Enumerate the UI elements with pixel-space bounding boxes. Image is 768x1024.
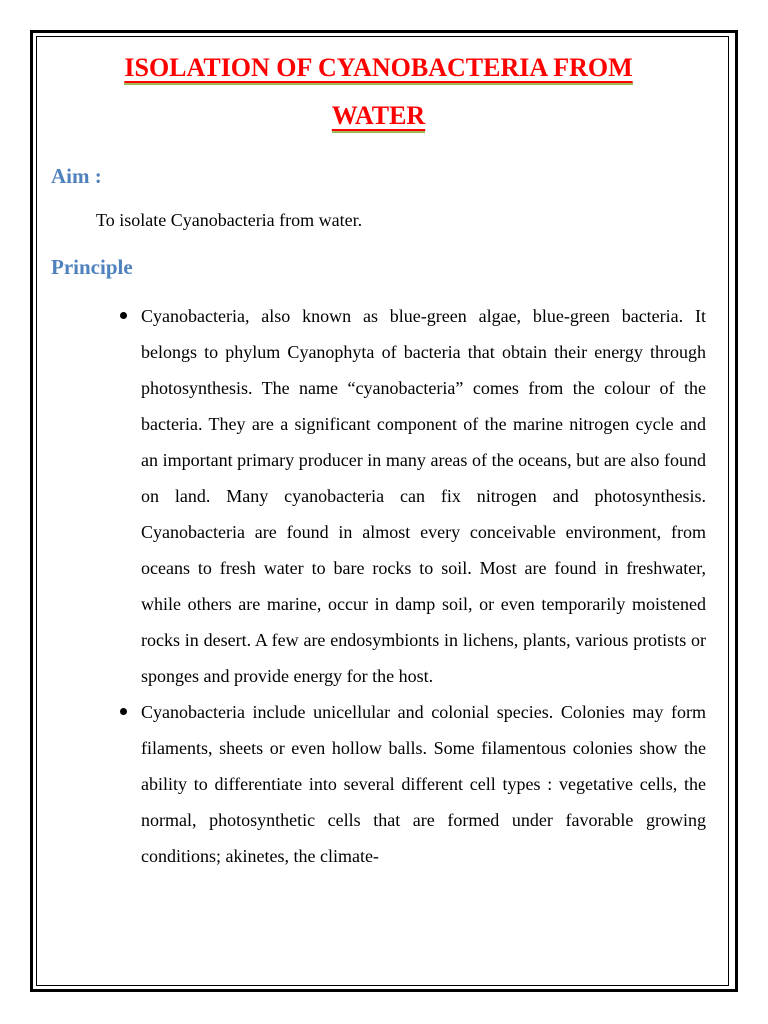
principle-bullet-item — [51, 298, 706, 694]
principle-heading: Principle — [51, 255, 133, 279]
document-title — [51, 44, 706, 140]
title-line-1: ISOLATION OF CYANOBACTERIA FROM — [124, 53, 632, 85]
aim-heading: Aim : — [51, 164, 102, 188]
bullet-icon — [120, 312, 127, 319]
principle-bullet-item — [51, 694, 706, 874]
bullet-text: Cyanobacteria include unicellular and colonial species. Colonies may form filaments, sheets or even hollow balls. Some filamentous colonies show the ability to differentiate into several different cell types : vegetative cells, the normal, photosynthetic cells that are formed under favorable growing conditions; akinetes, the climate- — [141, 702, 706, 866]
title-line-2: WATER — [332, 101, 425, 133]
document-body — [51, 44, 706, 874]
bullet-icon — [120, 708, 127, 715]
aim-text: To isolate Cyanobacteria from water. — [96, 210, 363, 230]
principle-bullet-list — [51, 298, 706, 874]
bullet-text: Cyanobacteria, also known as blue-green algae, blue-green bacteria. It belongs to phylum Cyanophyta of bacteria that obtain their energy through photosynthesis. The name “cyanobacteria” comes from the colour of the bacteria. They are a significant component of the marine nitrogen cycle and an important primary producer in many areas of the oceans, but are also found on land. Many cyanobacteria can fix nitrogen and photosynthesis. Cyanobacteria are found in almost every conceivable environment, from oceans to fresh water to bare rocks to soil. Most are found in freshwater, while others are marine, occur in damp soil, or even temporarily moistened rocks in desert. A few are endosymbionts in lichens, plants, various protists or sponges and provide energy for the host. — [141, 306, 706, 686]
